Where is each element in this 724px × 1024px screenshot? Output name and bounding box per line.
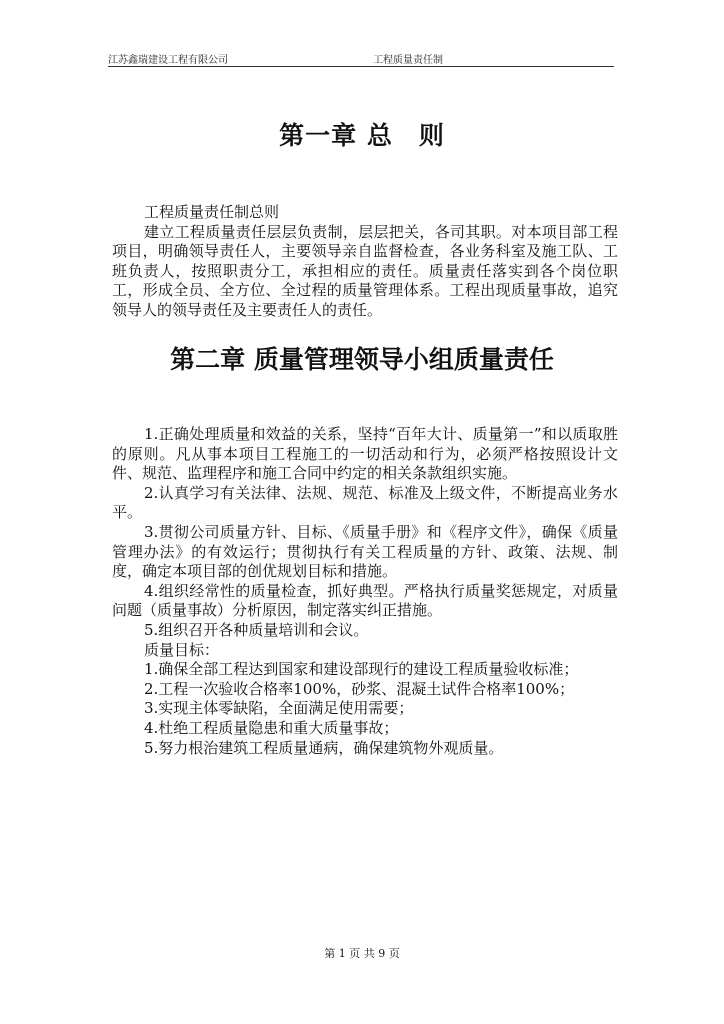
header-document-title: 工程质量责任制 bbox=[373, 55, 443, 66]
chapter-2-paragraph: 4.组织经常性的质量检查，抓好典型。严格执行质量奖惩规定，对质量问题（质量事故）分析原因，制定落实纠正措施。 bbox=[112, 581, 618, 620]
chapter-2-paragraph: 5.组织召开各种质量培训和会议。 bbox=[144, 620, 369, 639]
quality-goal-item: 2.工程一次验收合格率100%，砂浆、混凝土试件合格率100%； bbox=[144, 679, 575, 698]
quality-goal-item: 5.努力根治建筑工程质量通病，确保建筑物外观质量。 bbox=[144, 738, 504, 757]
quality-goal-item: 1.确保全部工程达到国家和建设部现行的建设工程质量验收标准； bbox=[144, 660, 579, 679]
chapter-2-title: 第二章 质量管理领导小组质量责任 bbox=[170, 345, 554, 374]
page-number: 第 1 页 共 9 页 bbox=[324, 947, 400, 960]
quality-goals-heading: 质量目标： bbox=[144, 640, 220, 659]
quality-goal-item: 4.杜绝工程质量隐患和重大质量事故； bbox=[144, 718, 399, 737]
chapter-1-paragraph: 工程质量责任制总则 bbox=[144, 203, 280, 221]
chapter-2-paragraph: 1.正确处理质量和效益的关系，坚持“百年大计、质量第一”和以质取胜的原则。凡从事本项目工程施工的一切活动和行为，必须严格按照设计文件、规范、监理程序和施工合同中约定的相关条款组织实施。 bbox=[112, 425, 618, 483]
chapter-2-paragraph: 2.认真学习有关法律、法规、规范、标准及上级文件，不断提高业务水平。 bbox=[112, 483, 618, 522]
chapter-2-body bbox=[112, 425, 618, 758]
header-company-name: 江苏鑫瑞建设工程有限公司 bbox=[108, 55, 228, 66]
chapter-2-paragraph: 3.贯彻公司质量方针、目标、《质量手册》和《程序文件》，确保《质量管理办法》的有效运行；贯彻执行有关工程质量的方针、政策、法规、制度，确定本项目部的创优规划目标和措施。 bbox=[112, 522, 618, 581]
header-divider bbox=[108, 66, 614, 67]
chapter-1-body bbox=[112, 203, 618, 321]
chapter-1-paragraph: 建立工程质量责任层层负责制，层层把关，各司其职。对本项目部工程项目，明确领导责任人，主要领导亲自监督检查，各业务科室及施工队、工班负责人，按照职责分工，承担相应的责任。质量责任落实到各个岗位职工，形成全员、全方位、全过程的质量管理体系。工程出现质量事故，追究领导人的领导责任及主要责任人的责任。 bbox=[112, 222, 618, 319]
chapter-1-title: 第一章 总 则 bbox=[279, 121, 445, 150]
quality-goal-item: 3.实现主体零缺陷，全面满足使用需要； bbox=[144, 699, 414, 718]
